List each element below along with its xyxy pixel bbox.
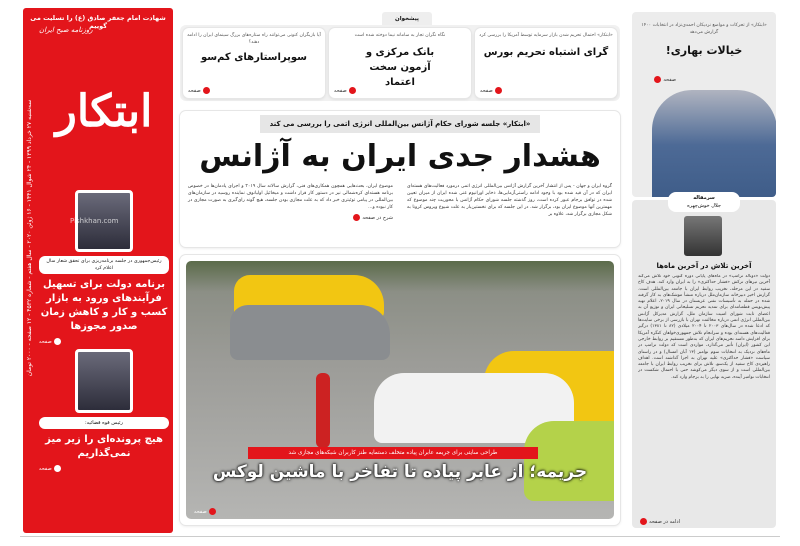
main-kicker: «ابتکار» جلسه شورای حکام آژانس بین‌المللی انرژی اتمی را بررسی می کند: [260, 115, 540, 133]
editorial-title: آخرین تلاش در آخرین ماه‌ها: [656, 262, 752, 270]
author-photo: [684, 216, 722, 256]
teaser-title: گرای اشتباه تحریم بورس: [483, 47, 609, 58]
editorial[interactable]: [632, 195, 776, 528]
photo-story[interactable]: [180, 255, 620, 525]
teaser-kicker: «ابتکار» احتمال تحریم شدن بازار سرمایه توسط آمریکا را بررسی کرد: [479, 33, 613, 38]
pedestrian: [316, 373, 330, 448]
page-ref[interactable]: صفحه: [480, 87, 502, 94]
bottom-divider: [20, 536, 780, 537]
editorial-label: سرمقاله: [693, 195, 715, 201]
teasers-label: پیشخوان: [382, 12, 432, 26]
editorial-body: دولت «دونالد ترامپ» در ماه‌های پایانی دوره کنونی خود تلاش می‌کند آخرین تیرهای ترکش «فشار حداکثری» را به ایران وارد کند. هدف کاخ سفید در این مرحله، تخریب روابط ایران با جامعه بین‌المللی است. گزارش اخیر دبیرخانه سازمان‌ملل درباره منشأ موشک‌های به کار گرفته شده در حمله به تأسیسات نفتی عربستان در سال ۲۰۱۹، اعلام تهیه پیش‌نویس قطعنامه‌ای برای تمدید تحریم تسلیحاتی ایران و توزیع آن به اعضای ثابت شورای امنیت سازمان ملل، گزارش مدیرکل آژانس بین‌المللی انرژی اتمی درباره مخالفت تهران با بازرسی از برخی سایت‌ها که ادعا شده در سال‌های ۲۰۰۳ تا ۲۰۰۴ میلادی (۸۲ تا ۱۳۸۱) درگیر فعالیت‌های هسته‌ای بوده و سرانجام تلاش جمهوری‌خواهان کنگره آمریکا برای افزایش دامنه تحریم‌های ایران که به‌طور مستقیم بر روابط خارجی این کشور (ایران) تأثیر می‌گذارد، مواردی است که دولت ترامپ در ماه‌های نزدیک به انتخابات سوم نوامبر (۱۳ آبان امسال) و در راستای سیاست «فشار حداکثری» علیه تهران به اجرا گذاشته است. اهداف راهبردی کاخ سفید از یک‌سو، تلاش برای تخریب روابط ایران با جامعه بین‌المللی است و از سوی دیگر می‌کوشد حتی با احتمال شکست در انتخابات نوامبر آینده، ضربه نهایی را به برجام وارد کند.: [638, 274, 770, 380]
teaser-title: بانک مرکزی و آزمون سخت اعتماد: [365, 47, 435, 88]
page-ref[interactable]: صفحه: [194, 508, 216, 515]
watermark: Pishkhan.com: [70, 217, 119, 225]
main-story[interactable]: [180, 111, 620, 247]
teaser-central-bank[interactable]: [329, 28, 471, 98]
caption-rouhani: رئیس‌جمهوری در جلسه برنامه‌ریزی برای تحقق شعار سال اعلام کرد: [39, 256, 169, 274]
ahmadinejad-story[interactable]: [632, 12, 776, 197]
main-body-left: موضوع ایران، بحث‌هایی همچون همکاری‌های فنی، گزارش سالانه سال ۲۰۱۹ و اجرای پادمان‌ها در خصوص برنامه هسته‌ای کره‌شمالی نیز در دستور کار قرار داشت و میخائیل اولیانوف نماینده روسیه در سازمان‌های بین‌المللی در پیامی توئیتری خبر داد که به علت مجازی بودن جلسه، هیچ گونه رای‌گیری به صورت مجازی در کار نبوده و...: [188, 184, 393, 210]
rouhani-photo: [70, 190, 133, 252]
ahmadinejad-photo: [652, 90, 776, 197]
raisi-photo: [75, 349, 133, 413]
right-kicker: «ابتکار» از تحرکات و مواضع نزدیکان احمدی‌نژاد در انتخابات ۱۴۰۰ گزارش می‌دهد: [641, 23, 767, 35]
green-taxi: [524, 421, 614, 501]
left-column-stories: [39, 190, 169, 472]
headline-judiciary[interactable]: هیچ پرونده‌ای را زیر میز نمی‌گذاریم: [45, 434, 163, 459]
main-body-right: گروه ایران و جهان - پس از انتشار آخرین گزارش آژانس بین‌المللی انرژی اتمی درمورد فعالیت‌های هسته‌ای ایران که در آن قید شده بود با وجود ادامه راستی‌آزمایی‌ها، ذخایر اورانیوم غنی شده ایران از میزان تعیین شده در توافق برجام عبور کرده است، روز گذشته جلسه شورای حکام آژانس با محوریت چند موضوع که مهمترین آنها موضوع ایران بود، برگزار شد. در این جلسه که برای نخستین‌بار به علت شیوع ویروس کرونا به شکل مجازی برگزار شد، علاوه بر: [407, 184, 612, 217]
street-photo: [186, 261, 614, 519]
photo-kicker: طراحی سایتی برای جریمه عابران پیاده متخلف دستمایه طنز کاربران شبکه‌های مجازی شد: [248, 447, 538, 459]
main-headline: هشدار جدی ایران به آژانس: [199, 139, 601, 174]
caption-raisi: رئیس قوه قضائیه:: [39, 417, 169, 429]
teaser-title: سوپراستارهای کم‌سو: [200, 52, 308, 63]
page-ref[interactable]: صفحه: [39, 338, 61, 345]
teaser-stock-sanctions[interactable]: [475, 28, 617, 98]
masthead-column: [23, 8, 173, 533]
teaser-kicker: آیا بازیگران کنونی می‌توانند راه ستاره‌های بزرگ سینمای ایران را ادامه دهند؟: [187, 33, 321, 45]
editorial-label-box: [668, 192, 740, 212]
page-ref[interactable]: صفحه: [188, 87, 210, 94]
right-headline: خیالات بهاری!: [665, 44, 743, 57]
newspaper-logo: ابتکار: [55, 86, 153, 137]
masthead-banner: شهادت امام جعفر صادق (ع) را تسلیت می گوییم: [30, 14, 166, 30]
teaser-kicker: نگاه نگران تجار به سامانه نیما دوخته شده است: [354, 33, 446, 38]
editorial-author: جلال خوش‌چهره: [687, 203, 721, 209]
main-left-column: [188, 183, 393, 221]
page-ref[interactable]: شرح در صفحه: [353, 214, 393, 221]
grey-car: [230, 305, 390, 360]
headline-business[interactable]: برنامه دولت برای تسهیل فرآیندهای ورود به بازار کسب و کار و کاهش زمان صدور مجوزها: [40, 279, 168, 332]
logo-subtitle: روزنامه صبح ایران: [39, 26, 93, 34]
page-ref[interactable]: صفحه: [39, 465, 61, 472]
dateline: سه‌شنبه ۲۷ خرداد ۱۳۹۹ - ۲۴ شوال ۱۴۴۱ - ۱۶ ژوئن ۲۰۲۰ - سال هفتم - شماره ۴۵۳۲ - ۱۲ صفحه - ۲۰۰۰ تومان: [26, 99, 33, 377]
page-ref[interactable]: ادامه در صفحه: [640, 518, 680, 525]
page-ref[interactable]: صفحه: [654, 76, 676, 83]
photo-headline: جریمه؛ از عابر پیاده تا تفاخر با ماشین لوکس: [212, 462, 588, 482]
teaser-superstars[interactable]: [183, 28, 325, 98]
page-ref[interactable]: صفحه: [334, 87, 356, 94]
teasers-row: [180, 25, 620, 101]
